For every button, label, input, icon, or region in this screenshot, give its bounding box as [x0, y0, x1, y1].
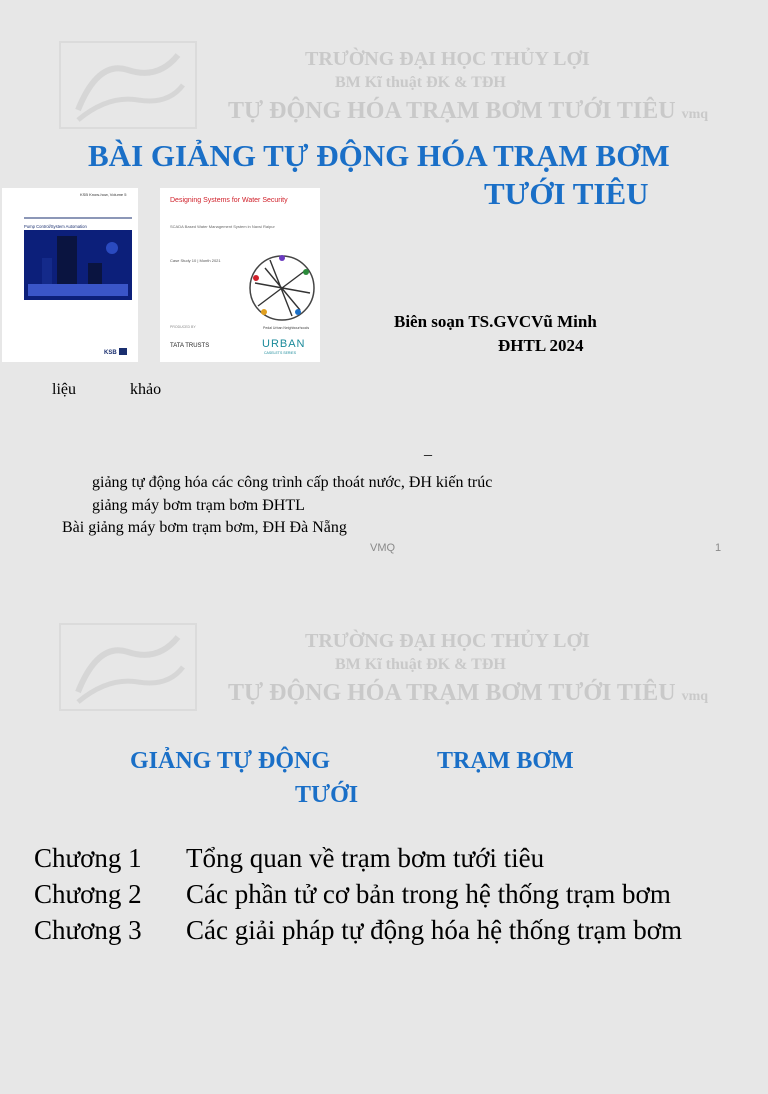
- reference-item-3: Bài giảng máy bơm trạm bơm, ĐH Đà Nẵng: [62, 519, 347, 536]
- chapter-1-title: Tổng quan về trạm bơm tưới tiêu: [186, 843, 545, 873]
- slide-title-line-1: BÀI GIẢNG TỰ ĐỘNG HÓA TRẠM BƠM: [88, 138, 670, 173]
- watermark-line-3: TỰ ĐỘNG HÓA TRẠM BƠM TƯỚI TIÊU vmq: [228, 98, 709, 124]
- watermark-line-3: TỰ ĐỘNG HÓA TRẠM BƠM TƯỚI TIÊU vmq: [228, 680, 709, 706]
- book2-meta: Case Study 10 | Month 2021: [170, 258, 221, 263]
- slide2-title-part-2: TRẠM BƠM: [437, 748, 574, 774]
- chapter-2-number: Chương 2: [34, 879, 142, 909]
- watermark-line-1: TRƯỜNG ĐẠI HỌC THỦY LỢI: [305, 48, 590, 70]
- chapter-3-number: Chương 3: [34, 915, 142, 945]
- watermark-line-1: TRƯỜNG ĐẠI HỌC THỦY LỢI: [305, 630, 590, 652]
- book2-title: Designing Systems for Water Security: [170, 197, 288, 204]
- book-cover-ksb: [2, 188, 138, 362]
- reference-item-2: giảng máy bơm trạm bơm ĐHTL: [92, 497, 305, 514]
- references-dash: _: [424, 441, 432, 458]
- university-logo-watermark: [58, 40, 198, 130]
- chapter-3-title: Các giải pháp tự động hóa hệ thống trạm bơm: [186, 915, 683, 945]
- slide-title-line-2: TƯỚI TIÊU: [484, 176, 649, 211]
- book2-subtitle: SCADA Based Water Management System in Navsi Raipur: [170, 224, 275, 229]
- slide2-title-part-3: TƯỚI: [295, 782, 359, 808]
- slide-2: [0, 582, 768, 1094]
- book2-brand-sub: CASELETS SERIES: [264, 351, 297, 355]
- footer-author-initials: VMQ: [370, 542, 396, 554]
- watermark-line-2: BM Kĩ thuật ĐK & TĐH: [335, 656, 506, 673]
- book2-series-small: Pedal Urban Neighbourhoods: [263, 326, 310, 330]
- slide2-title-part-1: GIẢNG TỰ ĐỘNG: [130, 748, 331, 774]
- watermark-line-2: BM Kĩ thuật ĐK & TĐH: [335, 74, 506, 91]
- references-heading-word-1: liệu: [52, 381, 76, 398]
- author-line-2: ĐHTL 2024: [498, 336, 584, 355]
- footer-page-number: 1: [715, 542, 722, 554]
- book-cover-water-security: [160, 188, 320, 362]
- book2-funder: TATA TRUSTS: [170, 343, 210, 349]
- svg-text:PRODUCED BY: PRODUCED BY: [170, 325, 196, 329]
- ksb-logo: KSB: [104, 350, 117, 356]
- university-logo-watermark: [58, 622, 198, 712]
- book1-header: Pump Control/System Automation: [24, 224, 87, 229]
- reference-item-1: giảng tự động hóa các công trình cấp thoát nước, ĐH kiến trúc: [92, 474, 493, 491]
- book2-brand: URBAN: [262, 338, 306, 350]
- author-line-1: Biên soạn TS.GVCVũ Minh: [394, 312, 597, 331]
- book1-top-text: KSB Know-how, Volume 5: [80, 192, 127, 197]
- network-diagram-icon: [250, 255, 314, 320]
- chapter-2-title: Các phần tử cơ bản trong hệ thống trạm bơm: [186, 879, 671, 909]
- references-heading-word-2: khảo: [130, 381, 162, 398]
- chapter-1-number: Chương 1: [34, 843, 142, 873]
